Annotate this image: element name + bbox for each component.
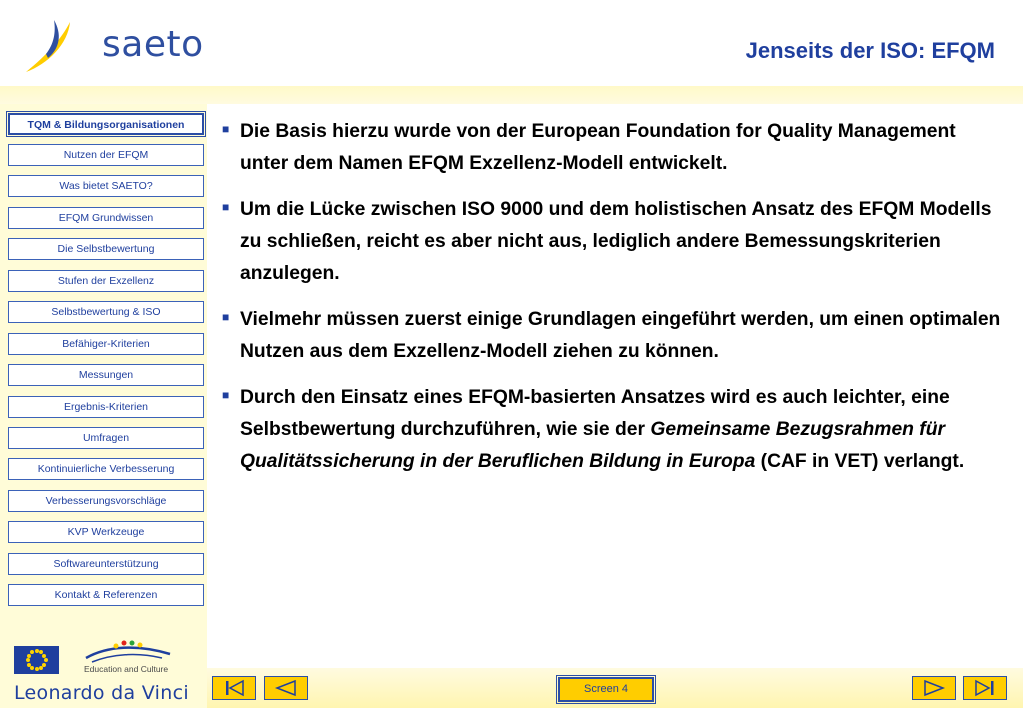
bullet-item — [222, 194, 1002, 290]
eu-star-icon — [35, 649, 39, 653]
sidebar-item[interactable]: Kontakt & Referenzen — [8, 584, 204, 606]
next-screen-button[interactable] — [912, 676, 956, 700]
bullet-square-icon: ■ — [222, 388, 230, 402]
bullet-item — [222, 304, 1002, 368]
header — [0, 0, 1023, 86]
sidebar-item[interactable]: Was bietet SAETO? — [8, 175, 204, 197]
first-screen-button[interactable] — [212, 676, 256, 700]
eu-star-icon — [26, 658, 30, 662]
last-icon — [964, 677, 1006, 699]
page-title: Jenseits der ISO: EFQM — [745, 38, 995, 63]
sidebar-item[interactable]: Die Selbstbewertung — [8, 238, 204, 260]
sidebar-item[interactable]: Messungen — [8, 364, 204, 386]
screen-indicator: Screen 4 — [558, 677, 654, 702]
prev-icon — [265, 677, 307, 699]
saeto-logo[interactable] — [18, 14, 204, 76]
previous-screen-button[interactable] — [264, 676, 308, 700]
bullet-text-part: Durch den Einsatz eines EFQM-basierten Ansatzes wird es auch leichter, eine Selbstbewertung durchzuführen, wie sie der — [240, 387, 950, 440]
bullet-square-icon: ■ — [222, 122, 230, 136]
header-band — [0, 86, 1023, 104]
bullet-text: Vielmehr müssen zuerst einige Grundlagen eingeführt werden, um einen optimalen Nutzen aus dem Exzellenz-Modell ziehen zu können. — [240, 309, 1001, 362]
sidebar-item[interactable]: Verbesserungsvorschläge — [8, 490, 204, 512]
sidebar-item[interactable]: Softwareunterstützung — [8, 553, 204, 575]
eu-star-icon — [39, 666, 43, 670]
sidebar-item[interactable]: KVP Werkzeuge — [8, 521, 204, 543]
sidebar-item[interactable]: Selbstbewertung & ISO — [8, 301, 204, 323]
logo-text: saeto — [102, 24, 204, 65]
sidebar-item[interactable]: TQM & Bildungsorganisationen — [8, 113, 204, 135]
last-screen-button[interactable] — [963, 676, 1007, 700]
first-icon — [213, 677, 255, 699]
eu-star-icon — [42, 663, 46, 667]
sidebar-item[interactable]: Nutzen der EFQM — [8, 144, 204, 166]
bullet-text — [240, 382, 1002, 478]
sidebar-item[interactable]: Stufen der Exzellenz — [8, 270, 204, 292]
eu-star-icon — [27, 663, 31, 667]
sidebar-item[interactable]: Befähiger-Kriterien — [8, 333, 204, 355]
bullet-text: Die Basis hierzu wurde von der European Foundation for Quality Management unter dem Namen EFQM Exzellenz-Modell entwickelt. — [240, 121, 956, 174]
eu-star-icon — [44, 658, 48, 662]
sidebar-item[interactable]: Ergebnis-Kriterien — [8, 396, 204, 418]
eu-star-icon — [42, 654, 46, 658]
ec-caption: Education and Culture — [84, 664, 169, 674]
eu-star-icon — [35, 667, 39, 671]
bullet-text: Um die Lücke zwischen ISO 9000 und dem holistischen Ansatz des EFQM Modells zu schließen, reicht es aber nicht aus, lediglich andere Bemessungskriterien anzulegen. — [240, 199, 992, 284]
sidebar-item[interactable]: EFQM Grundwissen — [8, 207, 204, 229]
bullet-square-icon: ■ — [222, 310, 230, 324]
bullet-text-part: (CAF in VET) verlangt. — [755, 451, 965, 472]
eu-star-icon — [27, 654, 31, 658]
bullet-text-italic: Gemeinsame Bezugsrahmen für Qualitätssicherung in der Beruflichen Bildung in Europa — [240, 419, 946, 472]
bullet-item — [222, 382, 1002, 478]
leonardo-da-vinci-logo: Leonardo da Vinci — [14, 682, 189, 704]
sidebar-item[interactable]: Umfragen — [8, 427, 204, 449]
bullet-square-icon: ■ — [222, 200, 230, 214]
eu-star-icon — [30, 650, 34, 654]
eu-star-icon — [30, 666, 34, 670]
bullet-item — [222, 116, 1002, 180]
next-icon — [913, 677, 955, 699]
main-content — [222, 116, 1002, 492]
eu-flag-icon — [14, 646, 59, 674]
sidebar-item[interactable]: Kontinuierliche Verbesserung — [8, 458, 204, 480]
saeto-swoosh-icon — [18, 14, 98, 76]
